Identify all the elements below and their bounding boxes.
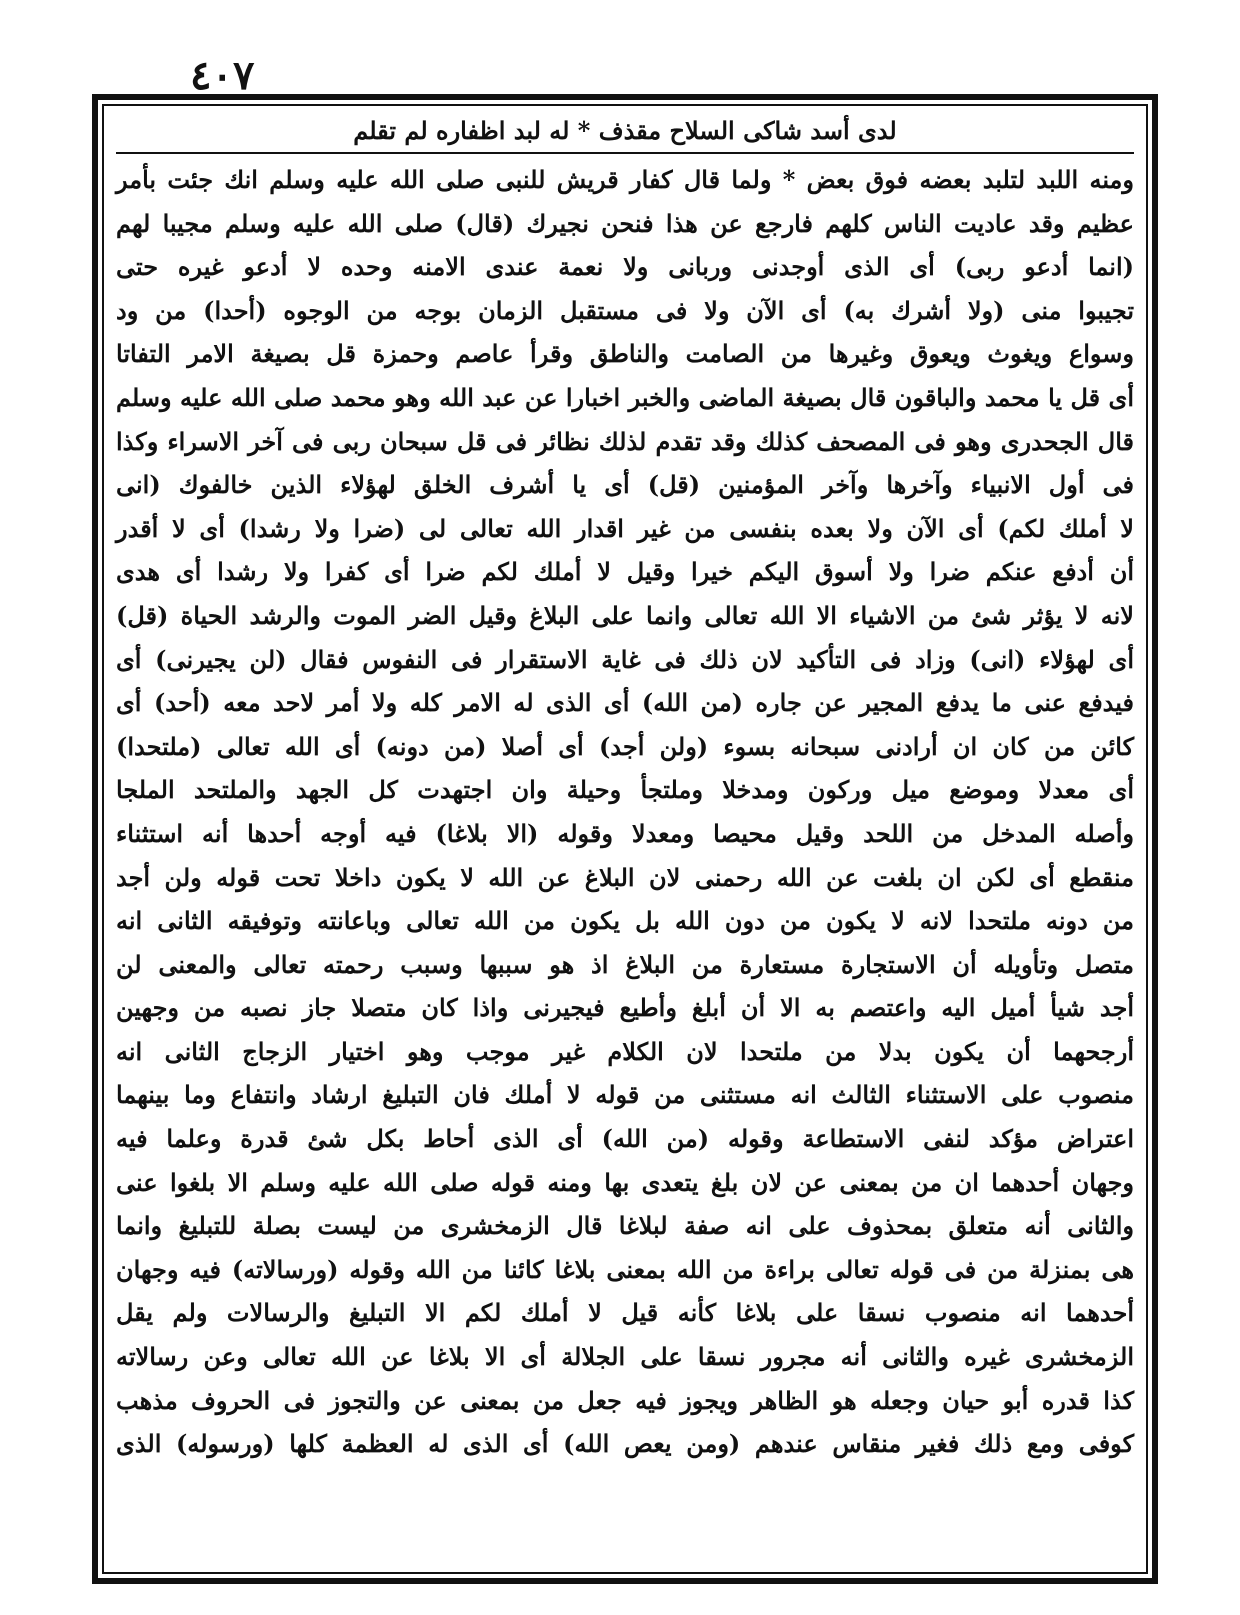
text-line: كذا قدره أبو حيان وجعله هو الظاهر ويجوز فيه جعل من بمعنى عن والتجوز فى الحروف مذهب [116, 1385, 1134, 1415]
text-line: أى لهؤلاء (انى) وزاد فى التأكيد لان ذلك فى غاية الاستقرار فى النفوس فقال (لن يجيرنى) أى [116, 644, 1134, 674]
text-line: عظيم وقد عاديت الناس كلهم فارجع عن هذا فنحن نجيرك (قال) صلى الله عليه وسلم مجيبا لهم [116, 208, 1134, 238]
text-line: أرجحهما أن يكون بدلا من ملتحدا لان الكلام غير موجب وهو اختيار الزجاج الثانى انه [116, 1036, 1134, 1066]
text-line: منصوب على الاستثناء الثالث انه مستثنى من قوله لا أملك فان التبليغ ارشاد وانتفاع وما بينهما [116, 1080, 1134, 1110]
text-line: لا أملك لكم) أى الآن ولا بعده بنفسى من غير اقدار الله تعالى لى (ضرا ولا رشدا) أى لا أقدر [116, 513, 1134, 543]
text-line: اعتراض مؤكد لنفى الاستطاعة وقوله (من الله) أى الذى أحاط بكل شئ قدرة وعلما فيه [116, 1124, 1134, 1154]
text-line: لانه لا يؤثر شئ من الاشياء الا الله تعالى وانما على البلاغ وقيل الضر الموت والرشد الحياة (قل) [116, 600, 1134, 630]
text-line: هى بمنزلة من فى قوله تعالى براءة من الله بمعنى بلاغا كائنا من الله وقوله (ورسالاته) فيه وجهان [116, 1254, 1134, 1284]
text-line: قال الجحدرى وهو فى المصحف كذلك وقد تقدم لذلك نظائر فى قل سبحان ربى فى آخر الاسراء وكذا [116, 426, 1134, 456]
text-line: أن أدفع عنكم ضرا ولا أسوق اليكم خيرا وقيل لا أملك لكم ضرا أى كفرا ولا رشدا أى هدى [116, 557, 1134, 587]
text-line: والثانى أنه متعلق بمحذوف على انه صفة لبلاغا قال الزمخشرى من ليست بصلة للتبليغ وانما [116, 1211, 1134, 1241]
text-line: ومنه اللبد لتلبد بعضه فوق بعض * ولما قال كفار قريش للنبى صلى الله عليه وسلم انك جئت بأمر [116, 165, 1135, 194]
text-line: وسواع ويغوث ويعوق وغيرها من الصامت والناطق وقرأ عاصم وحمزة قل بصيغة الامر التفاتا [116, 339, 1134, 369]
text-line: وأصله المدخل من اللحد وقيل محيصا ومعدلا وقوله (الا بلاغا) فيه أوجه أحدها أنه استثناء [116, 818, 1134, 848]
text-line: كوفى ومع ذلك فغير منقاس عندهم (ومن يعص الله) أى الذى له العظمة كلها (ورسوله) الذى [116, 1429, 1134, 1459]
text-line: أى قل يا محمد والباقون قال بصيغة الماضى والخبر اخبارا عن عبد الله وهو محمد صلى الله عليه وسلم [116, 382, 1134, 412]
text-line: تجيبوا منى (ولا أشرك به) أى الآن ولا فى مستقبل الزمان بوجه من الوجوه (أحدا) من ود [116, 295, 1134, 325]
header-verse: لدى أسد شاكى السلاح مقذف * له لبد اظفاره لم تقلم [116, 110, 1134, 154]
text-line: أجد شيأ أميل اليه واعتصم به الا أن أبلغ وأطيع فيجيرنى واذا كان متصلا جاز نصبه من وجهين [116, 993, 1134, 1023]
text-line: أى معدلا وموضع ميل وركون ومدخلا وملتجأ وحيلة وان اجتهدت كل الجهد والملتحد الملجا [116, 775, 1134, 805]
text-line: متصل وتأويله أن الاستجارة مستعارة من البلاغ اذ هو سببها وسبب رحمته تعالى والمعنى لن [116, 949, 1134, 979]
text-line: منقطع أى لكن ان بلغت عن الله رحمنى لان البلاغ عن الله لا يكون داخلا تحت قوله ولن أجد [116, 862, 1134, 892]
text-line: الزمخشرى غيره والثانى أنه مجرور نسقا على الجلالة أى الا بلاغا عن الله تعالى وعن رسالاته [116, 1342, 1134, 1372]
text-line: كائن من كان ان أرادنى سبحانه بسوء (ولن أجد) أى أصلا (من دونه) أى الله تعالى (ملتحدا) [116, 731, 1134, 761]
text-line: فى أول الانبياء وآخرها وآخر المؤمنين (قل) أى يا أشرف الخلق لهؤلاء الذين خالفوك (انى [116, 470, 1134, 500]
text-line: (انما أدعو ربى) أى الذى أوجدنى وربانى ولا نعمة عندى الامنه وحده لا أدعو غيره حتى [116, 252, 1134, 282]
page-number: ٤٠٧ [190, 52, 255, 99]
text-line: فيدفع عنى ما يدفع المجير عن جاره (من الله) أى الذى له الامر كله ولا أمر لاحد معه (أحد) أى [116, 688, 1134, 718]
text-line: من دونه ملتحدا لانه لا يكون من دون الله بل يكون من الله تعالى وباعانته وتوفيقه الثانى انه [116, 906, 1134, 936]
text-line: أحدهما انه منصوب نسقا على بلاغا كأنه قيل لا أملك لكم الا التبليغ والرسالات ولم يقل [116, 1298, 1134, 1328]
page-body [112, 110, 1138, 1570]
text-line: وجهان أحدهما ان من بمعنى عن لان بلغ يتعدى بها ومنه قوله صلى الله عليه وسلم الا بلغوا عنى [116, 1167, 1134, 1197]
